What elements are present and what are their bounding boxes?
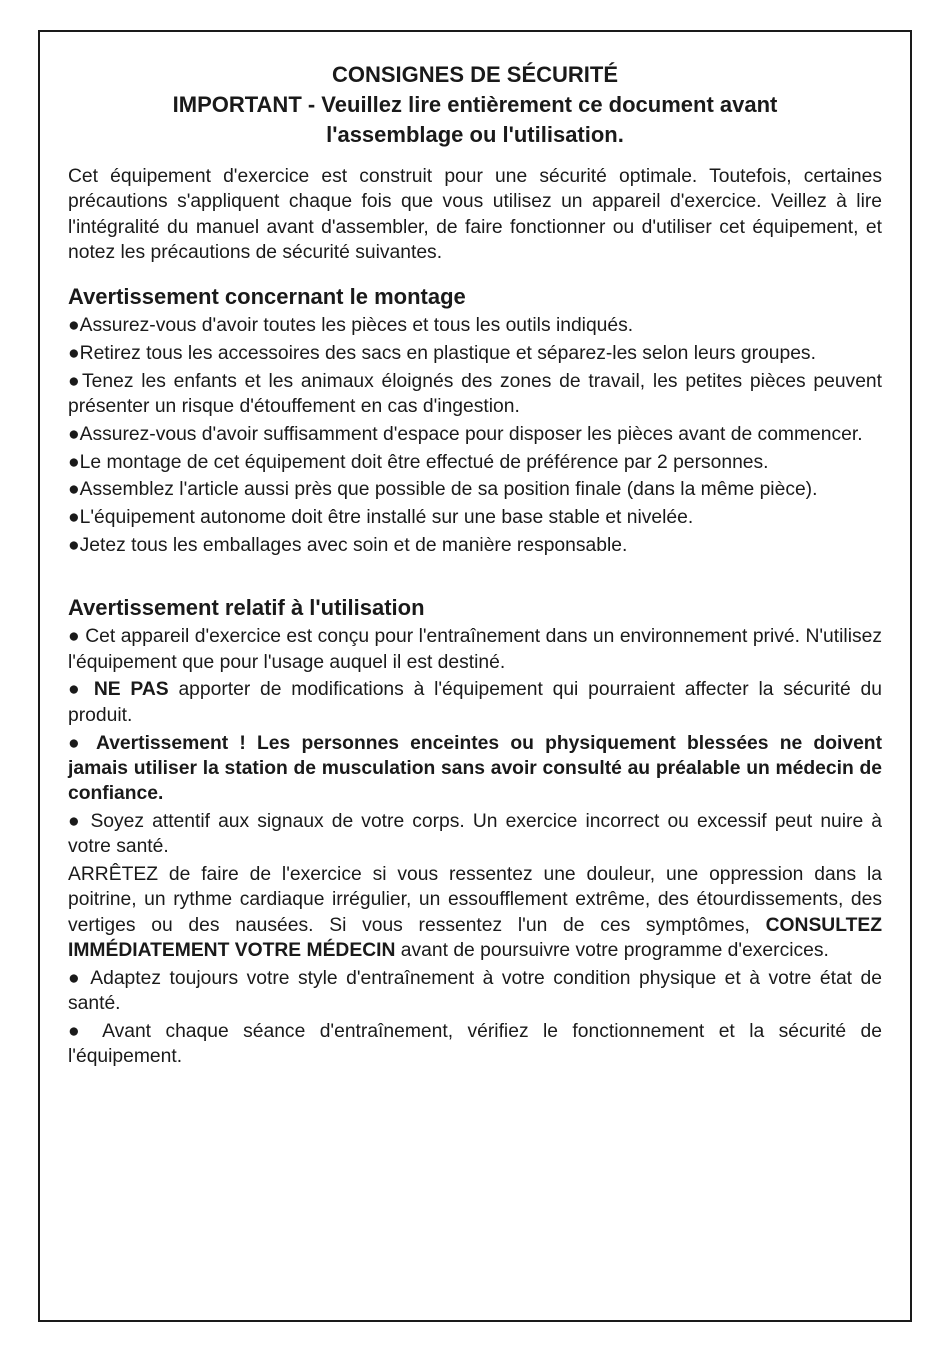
- assembly-item: ●Jetez tous les emballages avec soin et de manière responsable.: [68, 535, 628, 557]
- bullet-prefix: ●: [68, 679, 94, 701]
- assembly-heading: Avertissement concernant le montage: [68, 284, 466, 310]
- safety-document: [68, 60, 882, 1069]
- usage-list: [68, 624, 882, 1069]
- document-title: CONSIGNES DE SÉCURITÉ: [331, 62, 619, 87]
- usage-item-modifications: [68, 677, 882, 728]
- assembly-item: ●Tenez les enfants et les animaux éloignés des zones de travail, les petites pièces peuvent présenter un risque d'étouffement en cas d'ingestion.: [68, 370, 882, 418]
- usage-item: ● Cet appareil d'exercice est conçu pour l'entraînement dans un environnement privé. N'utilisez l'équipement que pour l'usage auquel il est destiné.: [68, 626, 882, 673]
- assembly-list: [68, 313, 882, 558]
- assembly-item: ●Assurez-vous d'avoir suffisamment d'espace pour disposer les pièces avant de commencer.: [68, 423, 863, 445]
- usage-item: ● Adaptez toujours votre style d'entraînement à votre condition physique et à votre état de santé.: [68, 967, 882, 1015]
- usage-item-text: avant de poursuivre votre programme d'exercices.: [395, 939, 829, 961]
- usage-item-stop-exercise: [68, 862, 882, 963]
- assembly-item: ●Le montage de cet équipement doit être effectué de préférence par 2 personnes.: [68, 451, 769, 473]
- assembly-item: ●Assurez-vous d'avoir toutes les pièces et tous les outils indiqués.: [68, 315, 634, 337]
- document-subtitle-line2: l'assemblage ou l'utilisation.: [326, 122, 624, 147]
- document-subtitle-line1: IMPORTANT - Veuillez lire entièrement ce document avant: [172, 92, 778, 117]
- assembly-item: ●L'équipement autonome doit être installé sur une base stable et nivelée.: [68, 507, 694, 529]
- usage-item: ● Soyez attentif aux signaux de votre corps. Un exercice incorrect ou excessif peut nuire à votre santé.: [68, 810, 882, 858]
- do-not-emphasis: NE PAS: [93, 679, 169, 701]
- usage-heading: Avertissement relatif à l'utilisation: [68, 595, 425, 621]
- usage-item: ● Avant chaque séance d'entraînement, vérifiez le fonctionnement et la sécurité de l'équipement.: [68, 1020, 882, 1068]
- intro-paragraph: Cet équipement d'exercice est construit pour une sécurité optimale. Toutefois, certaines précautions s'appliquent chaque fois que vous utilisez un appareil d'exercice. Veillez à lire l'intégralité du manuel avant d'assembler, de faire fonctionner ou d'utiliser cet équipement, et notez les précautions de sécurité suivantes.: [68, 166, 882, 263]
- consult-doctor-emphasis: CONSULTEZ IMMÉDIATEMENT VOTRE MÉDECIN: [68, 914, 882, 961]
- usage-item-text: ARRÊTEZ de faire de l'exercice si vous ressentez une douleur, une oppression dans la poitrine, un rythme cardiaque irrégulier, un essoufflement extrême, des étourdissements, des vertiges ou des nausées. Si vous ressentez l'un de ces symptômes,: [68, 864, 882, 936]
- assembly-item: ●Retirez tous les accessoires des sacs en plastique et séparez-les selon leurs groupes.: [68, 342, 816, 364]
- assembly-item: ●Assemblez l'article aussi près que possible de sa position finale (dans la même pièce).: [68, 479, 818, 501]
- usage-item-warning: ● Avertissement ! Les personnes enceintes ou physiquement blessées ne doivent jamais utiliser la station de musculation sans avoir consulté au préalable un médecin de confiance.: [68, 732, 882, 805]
- usage-item-text: apporter de modifications à l'équipement qui pourraient affecter la sécurité du produit.: [68, 679, 882, 726]
